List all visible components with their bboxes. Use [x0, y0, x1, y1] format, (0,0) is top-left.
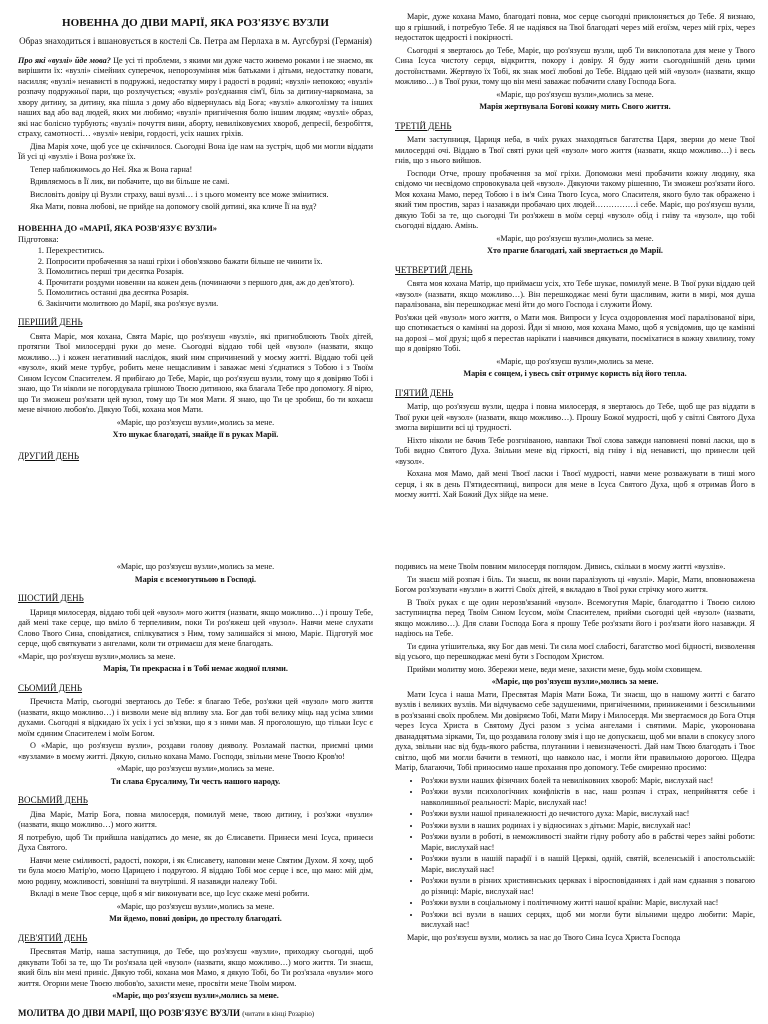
- right-top-closing: Марія жертвувала Богові кожну мить Свого життя.: [479, 102, 671, 111]
- petitions-list: [395, 776, 755, 931]
- novena-step: 1. Перехреститись.: [46, 246, 373, 257]
- day-text: Я потребую, щоб Ти прийшла навідатись до мене, як до Єлисавети. Принеси мені Ісуса, принеси Духа Святого.: [18, 832, 373, 853]
- prayer-title-text: МОЛИТВА ДО ДІВИ МАРІЇ, ЩО РОЗВ'ЯЗУЄ ВУЗЛИ: [18, 1007, 240, 1018]
- intro-p5: Висловіть довіру ці Вузли страху, ваші вузлі… і з цього моменту все може змінитися.: [30, 189, 329, 199]
- day-text: Вкладі в мене Твоє серце, щоб я міг виконувати все, що Ісус скаже мені робити.: [30, 889, 310, 899]
- petition-item: • Роз'яжи вузли наших фізичних болей та невиліковних хвороб: Маріє, вислухай нас!: [421, 776, 755, 787]
- day-text: Свята Маріє, моя кохана, Свята Маріє, що роз'язуєш «вузлі», які пригноблюють Твоїх дітей, протягни Твої милосердні руки до мене. Сьогодні віддаю тобі цей «вузол» (назвати, якщо можливо…) і кожен негативний наслідок, який ним спричинений у моєму житті. Віддаю тобі цей «вузол», який мене турбує, робить мене нещасливим і заважає мені з'єднатися з Тобою і з Твоїм Сином Ісусом Спасителем. Я прибігаю до Тебе, Маріє, що роз'язуєш вузли, тому що я довіряю Тобі і знаю, що Ти ніколи не погордувала грішною Твоєю дитиною, яка благала Тебе про допомогу. Я вірю, що Ти зможеш роз'язати цей вузол, тому що Ти моя Мати. Я знаю, що Ти це зробиш, бо ти кохаєш мене вічною любов'ю. Дякую Тобі, кохана моя Мати.: [18, 331, 373, 415]
- day-text: Матір, що роз'язуєш вузли, щедра і повна милосердя, я звертаюсь до Тебе, щоб ще раз віддати в Твої руки цей «вузол» (назвати, якщо можливо…). Прошу Божої мудрості, щоб у світлі Святого Духа змогла вирішити всі ці трудності.: [395, 402, 755, 433]
- day-refrain: «Маріє, що роз'язуєш вузли»,молись за мене.: [116, 417, 275, 427]
- petition-item: • Роз'яжи вузли в роботі, в неможливості знайти гідну роботу або в рабстві через зайві роботи: Маріє, вислухай нас!: [421, 832, 755, 853]
- day-refrain: «Маріє, що роз'язуєш вузли»,молись за мене.: [116, 901, 275, 911]
- prayer-note: (читати в кінці Розарію): [242, 1009, 315, 1018]
- prayer-refrain: «Маріє, що роз'язуєш вузли»,молись за мене.: [491, 677, 659, 686]
- novena-step: 5. Помолитись останні два десятка Розарія.: [46, 288, 373, 299]
- top-right-column: [395, 12, 755, 517]
- novena-step: 6. Закінчити молитвою до Марії, яка роз'язує вузли.: [46, 299, 373, 310]
- intro-p2: Діва Марія хоче, щоб усе це скінчилося. Сьогодні Вона іде нам на зустріч, щоб ми могли віддати Їй усі ці «вузлі» і Вона роз'яже їх.: [18, 141, 373, 162]
- petition-item: • Роз'яжи вузли в соціальному і політичному житті нашої країни: Маріє, вислухай нас!: [421, 898, 755, 909]
- day-refrain: «Маріє, що роз'язуєш вузли»,молись за мене.: [116, 764, 275, 774]
- day-refrain: «Маріє, що роз'язуєш вузли»,молись за мене.: [18, 651, 176, 661]
- prayer-title: [18, 1008, 373, 1020]
- prayer-final: Маріє, що роз'язуєш вузли, молись за нас до Твого Сина Ісуса Христа Господа: [407, 932, 681, 942]
- document-title: НОВЕННА ДО ДІВИ МАРІЇ, ЯКА РОЗ'ЯЗУЄ ВУЗЛИ: [62, 17, 329, 29]
- novena-step: 3. Помолитись перші три десятка Розарія.: [46, 267, 373, 278]
- prayer-p4: Прийми молитву мою. Збережи мене, веди мене, захисти мене, будь моїм сховищем.: [407, 664, 703, 674]
- day-heading: СЬОМИЙ ДЕНЬ: [18, 682, 83, 693]
- day-closing: Марія є сонцем, і увесь світ отримує користь від його тепла.: [463, 369, 687, 379]
- day-text: Роз'яжи цей «вузол» мого життя, о Мати моя. Випроси у Ісуса оздоровлення моєї паралізованої віри, що спотикається о камінні на дорозі. Йди зі мною, моя кохана Мамо, щоб я усвідомив, що це камінні на дорозі – мої друзі; щоб я перестав нарікати і навчився дякувати, посміхатися в кожну хвилину, тому що я довіряю Тобі.: [395, 312, 755, 354]
- prayer-p2: В Твоїх руках є ще один нерозв'язаний «вузол». Всемогутня Маріє, благодаттю і Твоєю силою заступництва перед Твоїм Сином Ісусом, моїм Спасителем, прийми сьогодні цей «вузол» (назвати, якщо можливо…). Для слави Господа Бога я прошу Тебе роз'язати його і роз'язати його назавжди. Я надіюсь на Тебе.: [395, 597, 755, 638]
- document-subtitle: Образ знаходиться і вшановується в костелі Св. Петра ам Перлаха в м. Аугсбурзі (Германія): [19, 36, 372, 47]
- intro-paragraph: [18, 56, 373, 140]
- petition-item: • Роз'яжи вузли психологічних конфліктів в нас, наш розпач і страх, неприйняття себе і навколишньої реальності: Маріє, вислухай нас!: [421, 787, 755, 808]
- day-text: Мати заступниця, Цариця неба, в чиїх руках знаходяться багатства Царя, зверни до мене Твої милосердні очі. Віддаю в Твої святі руки цей «вузол» мого життя (назвати, якщо можливо…) і весь гнів, що з нього вийшов.: [395, 135, 755, 166]
- day-closing: Ти слава Єрусалиму, Ти честь нашого народу.: [110, 776, 281, 786]
- right-top-p2: Сьогодні я звертаюсь до Тебе, Маріє, що роз'язуєш вузли, щоб Ти виклопотала для мене у Твого Сина Ісуса чистоту серця, відкриття, покору і довіру. Я буду жити сьогоднішній день цими достоїнствами. Жертвую їх Тобі, як знак моєї любові до Тебе. Віддаю цей мій «вузол» (назвати, якщо можливо…) в Твої руки, тому що він мені заважає побачити славу Господа Бога.: [395, 45, 755, 86]
- novena-heading: НОВЕННА ДО «МАРІЇ, ЯКА РОЗВ'ЯЗУЄ ВУЗЛИ»: [18, 222, 218, 233]
- intro-p6: Яка Мати, повна любові, не прийде на допомогу своїй дитині, яка кличе Її на вуд?: [30, 202, 317, 212]
- bottom-left-column: [18, 562, 373, 1024]
- intro-text: Це усі ті проблеми, з якими ми дуже часто живемо роками і не знаємо, як вирішити їх: «вузлі» сімейних суперечок, непорозуміння між батьками і дітьми, недостатку поваги, насилля; «вузлі» ненависті в подружжі, недостатку миру і радості в родині; «вузлі» непокою; «вузлі» розпачу подружньої пари, що розлучується; «вузлі» роз'єднання сім'ї, біль за дитину-наркомана, за хвору дитину, за дитину, яка пішла з дому або відвернулась від Бога; «вузлі» алкоголізму та інших наших вад або вад людей, яких ми любимо; «вузлі» пригнічення болю іншим людям; «вузлі» образ, які нас болісно турбують; «вузлі» почуття вини, аборту, невиліковуємих хвороб, депресії, безробіття, страху, самотності… «вузлі» невіри, гордості, усіх наших гріхів.: [18, 55, 373, 139]
- day-text: Цариця милосердя, віддаю тобі цей «вузол» мого життя (назвати, якщо можливо…) і прошу Тебе, дай мені таке серце, що вміло б терпеливим, поки Ти роз'яжеш цей «вузол». Навчи мене слухати Слово Твого Сина, сповідатися, спілкуватися з Ним, тому залишайся зі мною, Маріє. Підготуй моє серце, щоб святкувати з ангелами, коли ти отримаєш для мене благодать.: [18, 607, 373, 649]
- day-text: Навчи мене сміливості, радості, покори, і як Єлисавету, наповни мене Святим Духом. Я хочу, щоб ти була моєю Матір'ю, моєю Царицею і подругою. Я віддаю Тобі моє серце і все, що маю: мій дім, мою родину, можливості, зовнішні та внутрішні. Я назавжди належу Тобі.: [18, 855, 373, 886]
- day-text: Діва Маріє, Матір Бога, повна милосердя, помилуй мене, твою дитину, і роз'яжи «вузли» (назвати, якщо можливо…) мого життя.: [18, 809, 373, 830]
- petition-item: • Роз'яжи вузли в різних християнських церквах і віросповіданнях і дай нам єднання з повагою до різниці: Маріє, вислухай нас!: [421, 876, 755, 897]
- day-text: Пречиста Матір, сьогодні звертаюсь до Тебе: я благаю Тебе, роз'яжи цей «вузол» мого життя (назвати, якщо можливо…) і визволи мене від впливу зла. Бог дав тобі велику міць над усіма злими духами. Сьогодні я відкидаю їх усіх і усі зв'язки, що я з ними мав. Я проголошую, що тільки Ісус є моїм єдиним Спасителем і моїм Богом.: [18, 697, 373, 738]
- day-closing: Марія є всемогутньою в Господі.: [134, 574, 257, 584]
- day-heading: ЧЕТВЕРТИЙ ДЕНЬ: [395, 264, 473, 275]
- day-heading: ДЕВ'ЯТИЙ ДЕНЬ: [18, 932, 88, 943]
- day-heading: ШОСТИЙ ДЕНЬ: [18, 593, 84, 603]
- day-text: Пресвятая Матір, наша заступниця, до Тебе, що роз'язуєш «вузли», приходжу сьогодні, щоб дякувати Тобі за те, що Ти роз'язала цей «вузол» (назвати, якщо можливо…) мого життя. Ти знаєш, який біль він мені приніс. Дякую тобі, кохана моя Мамо, я дякую Тобі, бо Ти роз'язала «вузли» мого життя. Огорни мене Твоєю любов'ю, захисти мене, просвіти мене Твоїм миром.: [18, 947, 373, 988]
- intro-question: Про які «вузлі» йде мова?: [18, 55, 111, 65]
- petition-item: • Роз'яжи вузли в нашій парафії і в нашій Церкві, одній, святій, вселенській і апостольській: Маріє, вислухай нас!: [421, 854, 755, 875]
- novena-step: 2. Попросити пробачення за наші гріхи і обов'язково бажати більше не чинити їх.: [46, 257, 373, 268]
- day-closing: Марія, Ти прекрасна і в Тобі немає жодної плями.: [103, 664, 288, 674]
- day-heading: ВОСЬМИЙ ДЕНЬ: [18, 795, 88, 806]
- day-refrain: «Маріє, що роз'язуєш вузли»,молись за мене.: [496, 356, 654, 366]
- prayer-p5: Мати Ісуса і наша Мати, Пресвятая Марія Мати Божа, Ти знаєш, що в нашому житті є багато вузлів і великих вузлів. Ми відчуваємо себе задушеними, пригніченими, приниженими і безсильними в роз'язанні своїх проблем. Ми довіряємо Тобі, Мати Миру і Милосердя. Ми звертаємося до Бога Отця через Ісуса Христа в Святому Дусі разом з усіма ангелами і святими. Маріє, укоронована дванадцятьма зірками, Ти, що роздавила голову змія і що не допускаєш, щоб ми впали в спокусу злого духа, звільни нас від будь-якого рабства, плутанини і невизначеності. Дай нам Твою благодать і Твоє світло, щоб ми могли бачити в темноті, що навколо нас, і могли йти правильною дорогою. Щедра Матір, благаючи, Тобі приносимо наше прохання про допомогу. Тебе смиренно просимо:: [395, 689, 755, 772]
- bottom-right-column: [395, 562, 755, 1024]
- petition-item: • Роз'яжи всі вузли в наших серцях, щоб ми могли бути вільними щедро любити: Маріє, вислухай нас!: [421, 910, 755, 931]
- day-closing: Ми йдемо, повні довіри, до престолу благодаті.: [109, 914, 282, 924]
- day-text: Господи Отче, прошу пробачення за мої гріхи. Допоможи мені пробачити кожну людину, яка свідомо чи несвідомо спровокувала цей «вузол». Дякуючи такому рішенню, Ти зможеш роз'язати його. Моя кохана Мамо, перед Тобою і в ім'я Сина Твого Ісуса, мого Спасителя, якого було так ображено і який тим простив, зараз і назавжди пробачаю цих людей……………і себе. Маріє, що роз'язуєш вузли, дякую Тобі за те, що сьогодні Ти роз'яжеш в моїм серці «вузол» обід і гніву та «вузол», що тобі сьогодні віддаю. Амінь.: [395, 168, 755, 231]
- day-heading: ДРУГИЙ ДЕНЬ: [18, 450, 80, 461]
- petition-item: • Роз'яжи вузли в наших родинах і у відносинах з дітьми: Маріє, вислухай нас!: [421, 821, 755, 832]
- day-closing: Хто шукає благодаті, знайде її в руках Марії.: [112, 430, 279, 440]
- day-text: Кохана моя Мамо, дай мені Твоєї ласки і Твоєї мудрості, навчи мене розважувати в тиші мого серця, і як в день П'ятидесятниці, випроси для мене в Ісуса Святого Духа, щоб я отримав Його в моєму житті. Хай Божий Дух зійде на мене.: [395, 469, 755, 500]
- prayer-p1: Ти знаєш мій розпач і біль. Ти знаєш, як вони паралізують ці «вузлі». Маріє, Мати, вповноважена Богом роз'язувати «вузли» в житті Своїх дітей, я вкладаю в Твої руки стрічку мого життя.: [395, 574, 755, 594]
- day-heading: П'ЯТИЙ ДЕНЬ: [395, 387, 454, 398]
- day-refrain: «Маріє, що роз'язуєш вузли»,молись за мене.: [112, 991, 279, 1001]
- day-closing: Хто прагне благодаті, хай звертається до Марії.: [487, 246, 663, 256]
- day-heading: ТРЕТІЙ ДЕНЬ: [395, 120, 452, 131]
- right-top-refrain: «Маріє, що роз'язуєш вузли»,молись за мене.: [496, 89, 654, 99]
- novena-steps: [18, 246, 373, 309]
- intro-p4: Вдивляємось в Її лик, ви побачите, що ви більше не самі.: [30, 177, 230, 187]
- day-refrain: «Маріє, що роз'язуєш вузли»,молись за мене.: [116, 562, 275, 571]
- intro-p3: Тепер наближимось до Неї. Яка ж Вона гарна!: [30, 164, 193, 174]
- novena-prep-label: Підготовка:: [18, 234, 59, 244]
- top-left-column: [18, 12, 373, 502]
- petition-item: • Роз'яжи вузли нашої приналежності до нечистого духа: Маріє, вислухай нас!: [421, 809, 755, 820]
- right-top-p1: Маріє, дуже кохана Мамо, благодаті повна, моє серце сьогодні приклоняється до Тебе. Я визнаю, що я грішний, і потребую Тебе. Я не надіявся на Твої благодаті через мій егоїзм, через мій гріх, через недостаток щедрості і покірності.: [395, 12, 755, 42]
- day-text: Ніхто ніколи не бачив Тебе розгніваною, навпаки Твої слова завжди наповнені повні ласки, що в Тобі видно Святого Духа. Звільни мене від гіркості, від гніву і від ненависті, що принесли цей «вузол».: [395, 435, 755, 466]
- prayer-p3: Ти єдина утішителька, яку Бог дав мені. Ти сила моєї слабості, багатство моєї бідності, визволення від усього, що перешкоджає мені бути з Господом Христом.: [395, 641, 755, 661]
- day-text: О «Маріє, що роз'язуєш вузли», роздави голову дияволу. Розламай пастки, приємні цими «вузлами» в моєму житті. Дякую, сильно кохана Мамо. Господи, звільни мене Твоєю Кров'ю!: [18, 741, 373, 761]
- day-heading: ПЕРШИЙ ДЕНЬ: [18, 317, 83, 328]
- novena-step: 4. Прочитати роздуми новенни на кожен день (починаючи з першого дня, аж до дев'ятого).: [46, 278, 373, 289]
- prayer-p0: подивись на мене Твоїм повним милосердя поглядом. Дивись, скільки в моєму житті «вузлів».: [395, 562, 726, 571]
- day-refrain: «Маріє, що роз'язуєш вузли»,молись за мене.: [496, 233, 654, 243]
- day-text: Свята моя кохана Матір, що приймаєш усіх, хто Тебе шукає, помилуй мене. В Твої руки віддаю цей «вузол» (назвати, якщо можливо…). Він перешкоджає мені бути щасливим, жити в мирі, моя душа паралізована, він перешкоджає мені йти до мого Господа і служити Йому.: [395, 279, 755, 310]
